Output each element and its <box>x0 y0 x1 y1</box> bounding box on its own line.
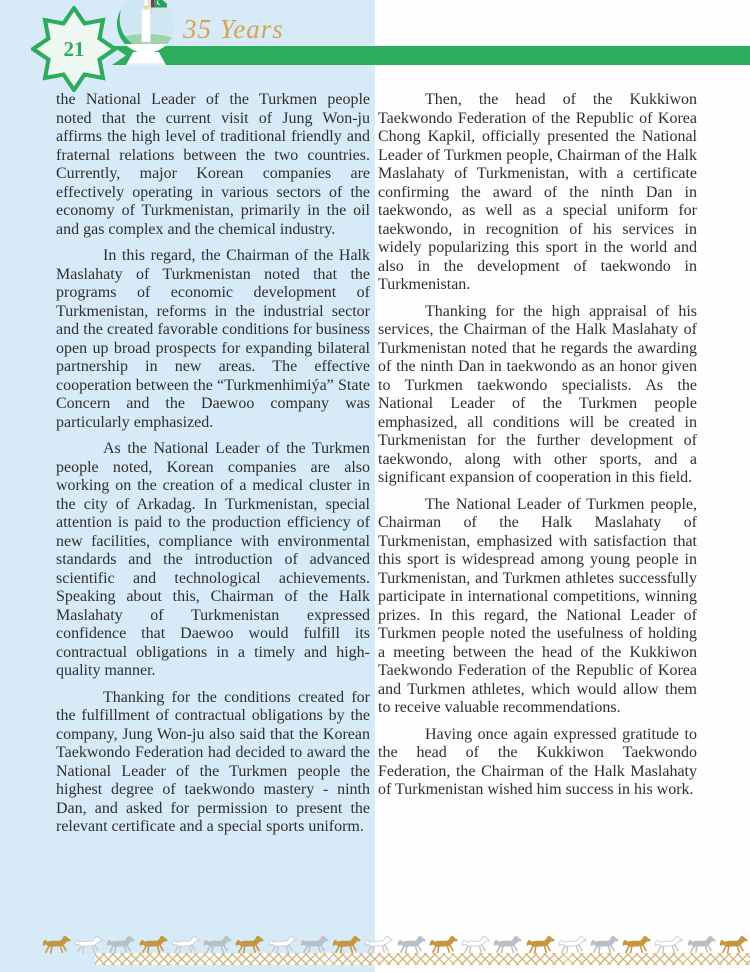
horse-frieze <box>42 934 748 955</box>
horse-icon <box>106 935 135 955</box>
horse-icon <box>526 935 555 955</box>
horse-icon <box>203 935 232 955</box>
paragraph: The National Leader of Turkmen people, Chairman of the Halk Maslahaty of Turkmenistan, emphasized with satisfaction that this sport is widespread among young people in Turkmenistan, and Turkmen athletes successfully participate in international competitions, winning prizes. In this regard, the National Leader of Turkmen people noted the usefulness of holding a meeting between the head of the Kukkiwon Taekwondo Federation of the Republic of Korea and Turkmen athletes, which would allow them to receive valuable recommendations. <box>378 495 697 716</box>
horse-icon <box>493 935 522 955</box>
horse-icon <box>590 935 619 955</box>
paragraph: In this regard, the Chairman of the Halk Maslahaty of Turkmenistan noted that the programs of economic development of Turkmenistan, reforms in the industrial sector and the created favorable conditions for business open up broad prospects for expanding bilateral partnership in new areas. The effective cooperation between the “Turkmenhimiýa” State Concern and the Daewoo company was particularly emphasized. <box>56 247 370 431</box>
horse-icon <box>300 935 329 955</box>
paragraph: Having once again expressed gratitude to the head of the Kukkiwon Taekwondo Federation, the Chairman of the Halk Maslahaty of Turkmenistan wished him success in his work. <box>378 725 697 798</box>
horse-icon <box>74 935 103 955</box>
horse-icon <box>461 935 490 955</box>
paragraph: Thanking for the conditions created for the fulfillment of contractual obligations by the company, Jung Won-ju also said that the Korean Taekwondo Federation had decided to award the National Leader of the Turkmen people the highest degree of taekwondo mastery - ninth Dan, and asked for permission to present the relevant certificate and a special sports uniform. <box>56 688 370 835</box>
horse-icon <box>139 935 168 955</box>
horse-icon <box>235 935 264 955</box>
header-banner <box>112 46 750 65</box>
anniversary-label: 35 Years <box>183 14 284 44</box>
horse-icon <box>268 935 297 955</box>
horse-icon <box>397 935 426 955</box>
horse-icon <box>687 935 716 955</box>
article-column-right <box>378 91 697 808</box>
horse-icon <box>171 935 200 955</box>
monument-emblem-icon <box>114 0 178 58</box>
horse-icon <box>558 935 587 955</box>
paragraph: Then, the head of the Kukkiwon Taekwondo Federation of the Republic of Korea Chong Kapkil, officially presented the National Leader of Turkmen people, Chairman of the Halk Maslahaty of Turkmenistan, with a certificate confirming the award of the ninth Dan in taekwondo, as well as a special uniform for taekwondo, in recognition of his services in widely popularizing this sport in the world and also in the development of taekwondo in Turkmenistan. <box>378 91 697 293</box>
horse-icon <box>42 935 71 955</box>
paragraph: As the National Leader of the Turkmen people noted, Korean companies are also working on the creation of a medical cluster in the city of Arkadag. In Turkmenistan, special attention is paid to the production efficiency of new facilities, compliance with environmental standards and the introduction of advanced scientific and technological achievements. Speaking about this, Chairman of the Halk Maslahaty of Turkmenistan expressed confidence that Daewoo would fulfill its contractual obligations in a timely and high-quality manner. <box>56 440 370 679</box>
paragraph: the National Leader of the Turkmen people noted that the current visit of Jung Won-ju affirms the high level of traditional friendly and fraternal relations between the two countries. Currently, major Korean companies are effectively operating in various sectors of the economy of Turkmenistan, primarily in the oil and gas complex and the chemical industry. <box>56 91 370 238</box>
paragraph: Thanking for the high appraisal of his services, the Chairman of the Halk Maslahaty of Turkmenistan noted that he regards the awarding of the ninth Dan in taekwondo as an honor given to Turkmen taekwondo specialists. As the National Leader of the Turkmen people emphasized, all conditions will be created in Turkmenistan for the further development of taekwondo, along with other sports, and a significant expansion of cooperation in this field. <box>378 302 697 486</box>
horse-icon <box>622 935 651 955</box>
article-column-left <box>56 91 370 845</box>
horse-icon <box>364 935 393 955</box>
lattice-ornament-border <box>95 953 750 965</box>
horse-icon <box>332 935 361 955</box>
page-number: 21 <box>63 36 85 61</box>
horse-icon <box>654 935 683 955</box>
horse-icon <box>719 935 748 955</box>
horse-icon <box>429 935 458 955</box>
